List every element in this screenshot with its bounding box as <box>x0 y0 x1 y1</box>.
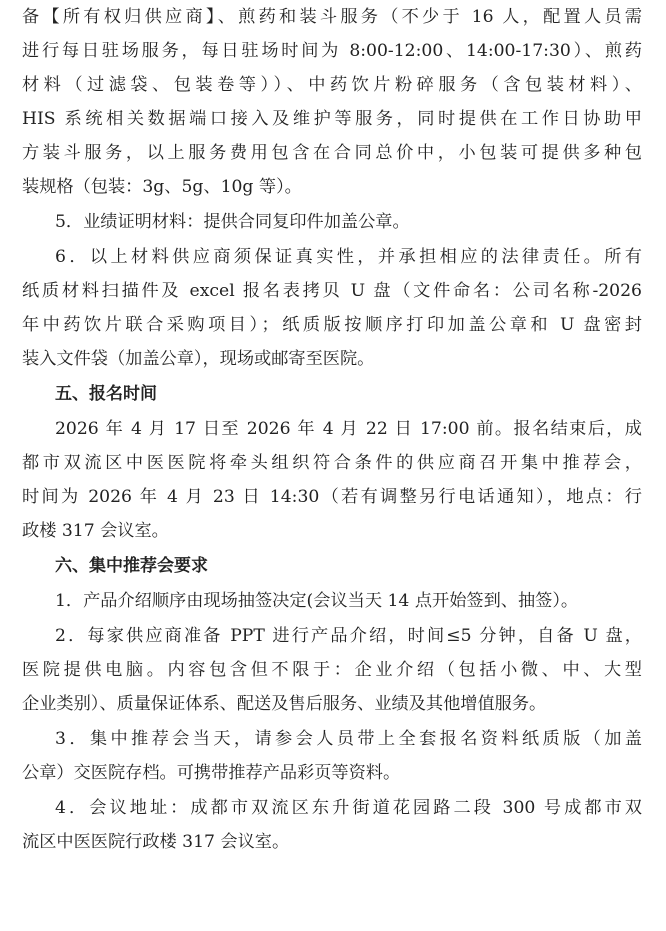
paragraph-line: 装入文件袋（加盖公章），现场或邮寄至医院。 <box>22 349 375 369</box>
paragraph-line: 材料（过滤袋、包装卷等））、中药饮片粉碎服务（含包装材料）、 <box>22 75 642 95</box>
section-heading: 五、报名时间 <box>55 384 157 404</box>
paragraph-line: 2．每家供应商准备 PPT 进行产品介绍，时间≤5 分钟，自备 U 盘， <box>55 626 642 646</box>
paragraph-line: 1．产品介绍顺序由现场抽签决定(会议当天 14 点开始签到、抽签）。 <box>55 591 579 611</box>
paragraph-line: 医院提供电脑。内容包含但不限于：企业介绍（包括小微、中、大型 <box>22 660 642 680</box>
paragraph-line: 4．会议地址：成都市双流区东升街道花园路二段 300 号成都市双 <box>55 798 642 818</box>
paragraph-line: 进行每日驻场服务，每日驻场时间为 8:00-12:00、14:00-17:30）、煎药 <box>22 41 642 61</box>
paragraph-line: 政楼 317 会议室。 <box>22 521 169 541</box>
paragraph-line: 流区中医医院行政楼 317 会议室。 <box>22 832 290 852</box>
paragraph-line: 时间为 2026 年 4 月 23 日 14:30（若有调整另行电话通知），地点：行 <box>22 487 642 507</box>
paragraph-line: HIS 系统相关数据端口接入及维护等服务，同时提供在工作日协助甲 <box>22 109 642 129</box>
paragraph-line: 2026 年 4 月 17 日至 2026 年 4 月 22 日 17:00 前。报名结束后，成 <box>55 419 642 439</box>
paragraph-line: 备【所有权归供应商】、煎药和装斗服务（不少于 16 人，配置人员需 <box>22 7 642 27</box>
paragraph-line: 都市双流区中医医院将牵头组织符合条件的供应商召开集中推荐会， <box>22 453 642 473</box>
paragraph-line: 3．集中推荐会当天，请参会人员带上全套报名资料纸质版（加盖 <box>55 729 642 749</box>
paragraph-line: 公章）交医院存档。可携带推荐产品彩页等资料。 <box>22 763 401 783</box>
paragraph-line: 年中药饮片联合采购项目）；纸质版按顺序打印加盖公章和 U 盘密封 <box>22 315 642 335</box>
section-heading: 六、集中推荐会要求 <box>55 556 208 576</box>
paragraph-line: 纸质材料扫描件及 excel 报名表拷贝 U 盘（文件命名：公司名称-2026 <box>22 281 642 301</box>
paragraph-line: 6．以上材料供应商须保证真实性，并承担相应的法律责任。所有 <box>55 247 642 267</box>
paragraph-line: 企业类别）、质量保证体系、配送及售后服务、业绩及其他增值服务。 <box>22 694 547 714</box>
paragraph-line: 5．业绩证明材料：提供合同复印件加盖公章。 <box>55 212 410 232</box>
paragraph-line: 装规格（包装：3g、5g、10g 等）。 <box>22 177 302 197</box>
paragraph-line: 方装斗服务，以上服务费用包含在合同总价中，小包装可提供多种包 <box>22 143 642 163</box>
